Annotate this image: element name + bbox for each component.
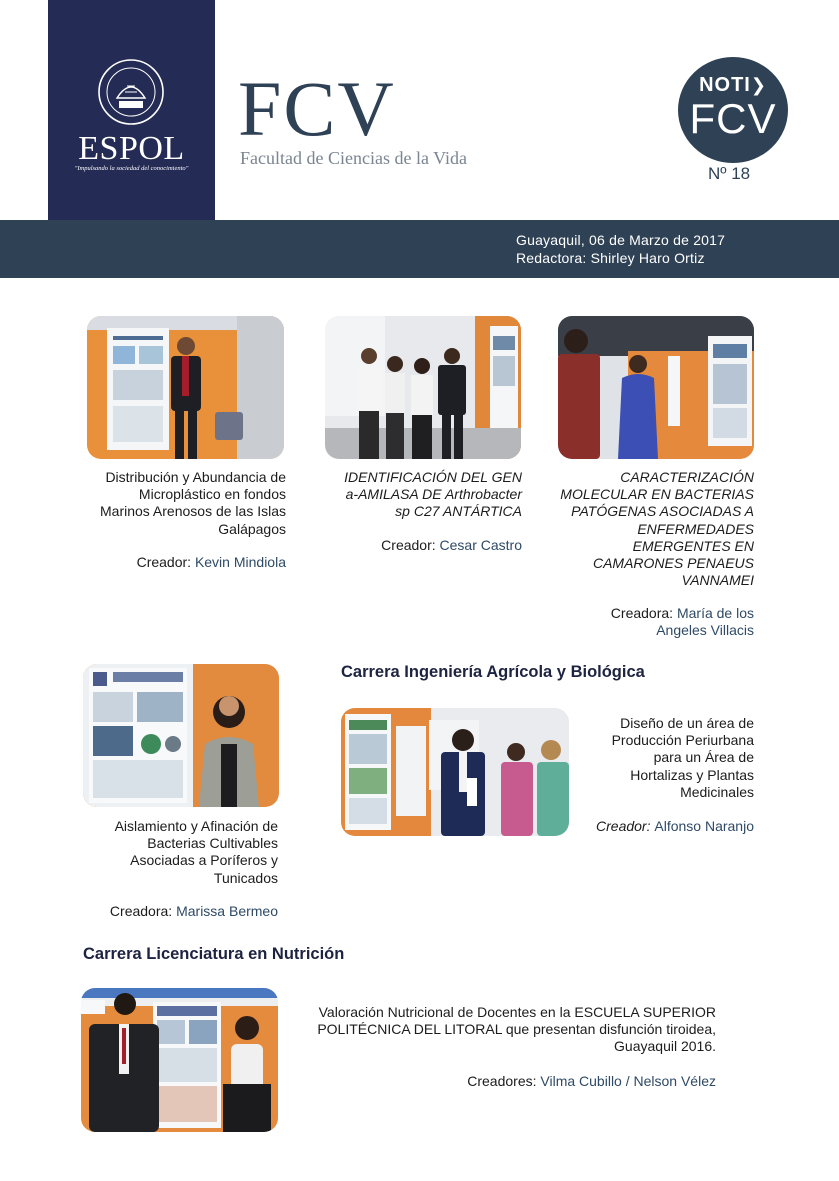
espol-seal-icon [97,58,165,126]
noti-fcv-badge [678,57,788,163]
project-creator-3: Creadora: María de los Angeles Villacis [610,605,754,639]
project-title-2: IDENTIFICACIÓN DEL GEN a-AMILASA DE Arthrobacter sp C27 ANTÁRTICA [344,469,522,520]
project-creator-4: Creadora: Marissa Bermeo [109,903,278,919]
project-title-3: CARACTERIZACIÓN MOLECULAR EN BACTERIAS PATÓGENAS ASOCIADAS A ENFERMEDADES EMERGENTES EN CAMARONES PENAEUS VANNAMEI [560,469,754,589]
publication-date: Guayaquil, 06 de Marzo de 2017 [516,232,726,248]
section-title-nutricion: Valoración Nutricional de Docentes en la ESCUELA SUPERIOR POLITÉCNICA DEL LITORAL que presentan disfunción tiroidea, Guayaquil 2016. [317,1004,716,1055]
issue-number: Nº 18 [708,164,751,183]
header-band [0,220,839,278]
espol-tagline: "Impulsando la sociedad del conocimiento" [74,165,189,172]
project-photo-3 [558,316,754,459]
project-photo-1 [87,316,284,459]
project-creator-1: Creador: Kevin Mindiola [136,554,286,570]
section-creator-agricola: Creador: Alfonso Naranjo [596,818,754,834]
badge-noti: NOTI❯ [699,74,767,96]
chevron-right-icon: ❯ [750,75,767,95]
page-title: FCV [238,65,396,152]
project-title-1: Distribución y Abundancia de Microplástico en fondos Marinos Arenosos de las Islas Galápagos [100,469,286,537]
section-heading-nutricion: Carrera Licenciatura en Nutrición [83,945,345,963]
section-photo-nutricion [81,988,278,1132]
section-title-agricola: Diseño de un área de Producción Periurbana para un Área de Hortalizas y Plantas Medicinales [611,715,754,800]
badge-fcv: FCV [689,95,777,142]
project-photo-2 [325,316,521,459]
page-subtitle: Facultad de Ciencias de la Vida [240,148,468,168]
espol-logo-text: ESPOL [78,130,185,167]
section-heading-agricola: Carrera Ingeniería Agrícola y Biológica [341,663,645,681]
section-creator-nutricion: Creadores: Vilma Cubillo / Nelson Vélez [467,1073,716,1089]
project-creator-2: Creador: Cesar Castro [381,537,522,553]
editor-credit: Redactora: Shirley Haro Ortiz [516,250,705,266]
project-photo-4 [83,664,279,807]
section-photo-agricola [341,708,569,836]
project-title-4: Aislamiento y Afinación de Bacterias Cultivables Asociadas a Poríferos y Tunicados [114,818,278,886]
